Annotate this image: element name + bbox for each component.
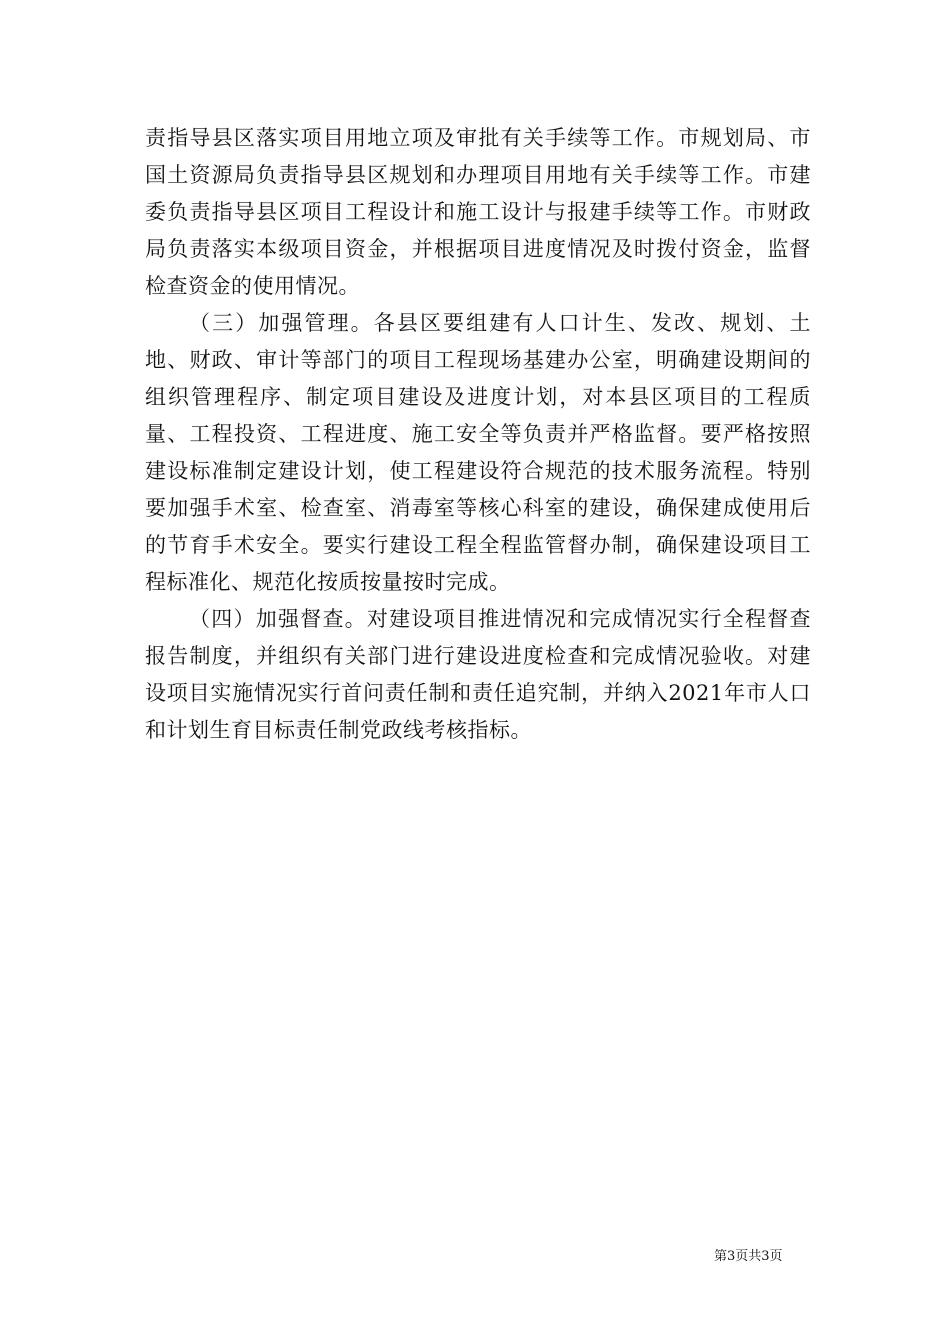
- page-number: 第3页共3页: [714, 1249, 783, 1264]
- paragraph-strengthen-supervision: （四）加强督查。对建设项目推进情况和完成情况实行全程督查报告制度，并组织有关部门进行建设进度检查和完成情况验收。对建设项目实施情况实行首问责任制和责任追究制，并纳入2021年市人口和计划生育目标责任制党政线考核指标。: [145, 607, 811, 742]
- paragraph-strengthen-management: （三）加强管理。各县区要组建有人口计生、发改、规划、土地、财政、审计等部门的项目工程现场基建办公室，明确建设期间的组织管理程序、制定项目建设及进度计划，对本县区项目的工程质量、工程投资、工程进度、施工安全等负责并严格监督。要严格按照建设标准制定建设计划，使工程建设符合规范的技术服务流程。特别要加强手术室、检查室、消毒室等核心科室的建设，确保建成使用后的节育手术安全。要实行建设工程全程监管督办制，确保建设项目工程标准化、规范化按质按量按时完成。: [145, 311, 811, 594]
- document-body: [145, 120, 811, 749]
- paragraph-responsibilities: 责指导县区落实项目用地立项及审批有关手续等工作。市规划局、市国土资源局负责指导县区规划和办理项目用地有关手续等工作。市建委负责指导县区项目工程设计和施工设计与报建手续等工作。市财政局负责落实本级项目资金，并根据项目进度情况及时拨付资金，监督检查资金的使用情况。: [145, 126, 811, 298]
